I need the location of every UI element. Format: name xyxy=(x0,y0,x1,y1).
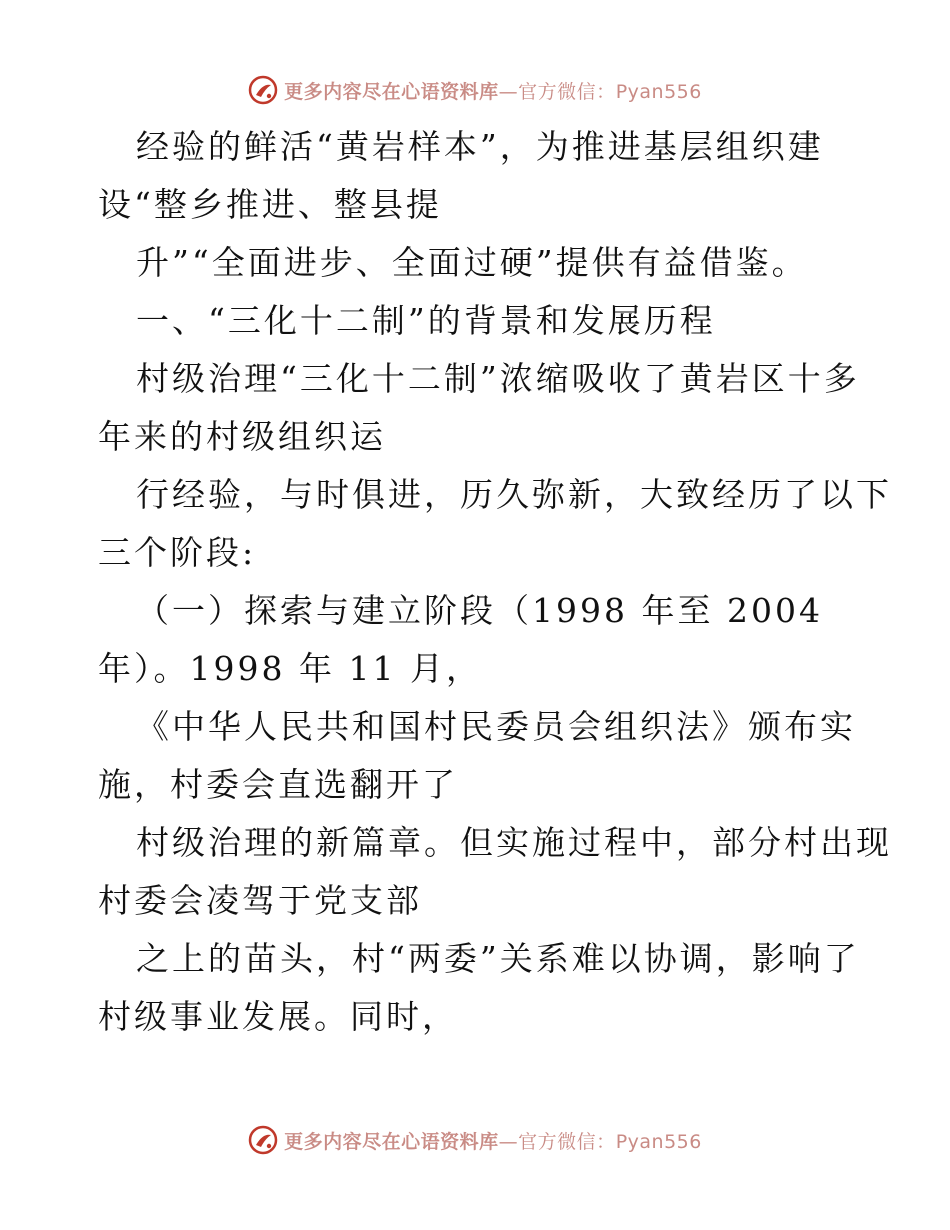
text-line: 三个阶段: xyxy=(98,533,257,572)
text-line: 年）。1998 年 11 月， xyxy=(98,649,482,688)
document-body xyxy=(98,118,892,1046)
brand-logo-icon xyxy=(248,75,278,105)
brand-logo-icon xyxy=(248,1125,278,1155)
watermark-text xyxy=(284,1127,702,1154)
watermark-brand: 更多内容尽在心语资料库 xyxy=(284,80,499,103)
text-line: 升”“全面进步、全面过硬”提供有益借鉴。 xyxy=(136,243,808,282)
text-line: 村级事业发展。同时， xyxy=(98,997,458,1036)
watermark-dash: — xyxy=(498,1130,519,1153)
header-watermark xyxy=(0,70,950,110)
subsection-heading: （一）探索与建立阶段（1998 年至 2004 xyxy=(136,591,823,630)
section-heading: 一、“三化十二制”的背景和发展历程 xyxy=(136,301,716,340)
footer-watermark xyxy=(0,1120,950,1160)
text-line: 年来的村级组织运 xyxy=(98,417,386,456)
text-line: 行经验，与时俱进，历久弥新，大致经历了以下 xyxy=(136,475,892,514)
watermark-wechat-label: 官方微信： xyxy=(518,1130,616,1153)
watermark-brand: 更多内容尽在心语资料库 xyxy=(284,1130,499,1153)
text-line: 设“整乡推进、整县提 xyxy=(98,185,442,224)
text-line: 施，村委会直选翻开了 xyxy=(98,765,458,804)
watermark-wechat-id: Pyan556 xyxy=(615,1130,702,1153)
watermark-wechat-label: 官方微信： xyxy=(518,80,616,103)
text-line: 《中华人民共和国村民委员会组织法》颁布实 xyxy=(136,707,856,746)
watermark-dash: — xyxy=(498,80,519,103)
text-line: 村级治理“三化十二制”浓缩吸收了黄岩区十多 xyxy=(136,359,860,398)
text-line: 之上的苗头，村“两委”关系难以协调，影响了 xyxy=(136,939,860,978)
watermark-text xyxy=(284,77,702,104)
text-line: 村委会凌驾于党支部 xyxy=(98,881,422,920)
text-line: 经验的鲜活“黄岩样本”，为推进基层组织建 xyxy=(136,127,824,166)
watermark-wechat-id: Pyan556 xyxy=(615,80,702,103)
text-line: 村级治理的新篇章。但实施过程中，部分村出现 xyxy=(136,823,892,862)
